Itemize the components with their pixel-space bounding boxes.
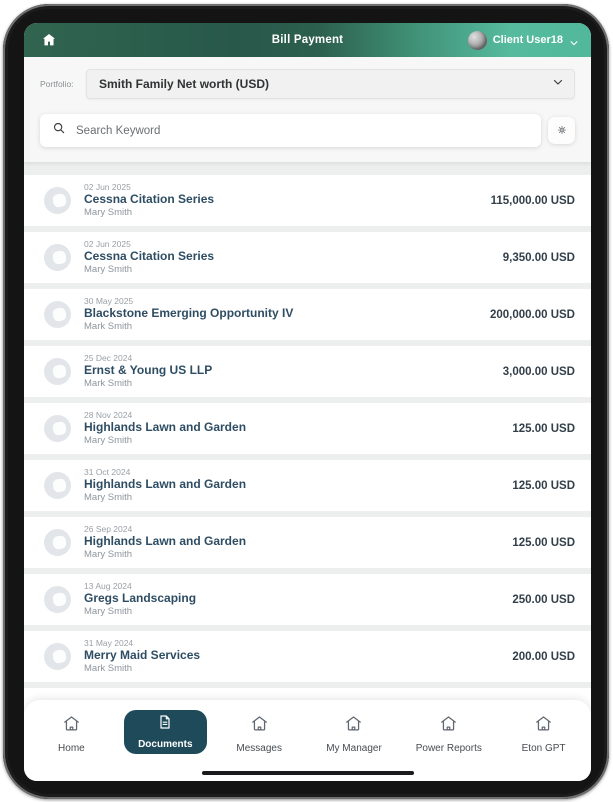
payee-avatar <box>44 529 71 556</box>
nav-item-messages[interactable] <box>212 710 307 754</box>
transaction-row[interactable] <box>24 232 591 283</box>
transaction-owner: Mark Smith <box>84 663 133 675</box>
payee-avatar <box>44 472 71 499</box>
transaction-amount: 115,000.00 USD <box>490 194 575 207</box>
payee-avatar <box>44 643 71 670</box>
transaction-owner: Mark Smith <box>84 378 133 390</box>
transaction-date: 02 Jun 2025 <box>84 238 131 249</box>
transaction-row[interactable] <box>24 346 591 397</box>
transaction-date: 31 May 2024 <box>84 637 134 648</box>
nav-label: Power Reports <box>415 743 482 754</box>
home-outline-icon <box>534 714 553 738</box>
nav-item-home[interactable] <box>24 710 119 754</box>
transaction-owner: Mary Smith <box>84 435 133 447</box>
transaction-amount: 125.00 USD <box>512 536 575 549</box>
portfolio-select[interactable] <box>86 69 575 99</box>
search-input[interactable] <box>76 125 531 137</box>
search-row <box>40 114 575 147</box>
filter-panel <box>24 57 591 162</box>
transaction-row[interactable] <box>24 175 591 226</box>
nav-label: Eton GPT <box>521 743 566 754</box>
transaction-row[interactable] <box>24 460 591 511</box>
transaction-owner: Mary Smith <box>84 549 133 561</box>
transaction-date: 25 Dec 2024 <box>84 352 133 363</box>
transaction-name: Cessna Citation Series <box>84 192 215 207</box>
user-name: Client User18 <box>492 34 563 46</box>
transaction-name: Highlands Lawn and Garden <box>84 420 247 435</box>
transaction-date: 02 Jun 2025 <box>84 181 131 192</box>
transaction-amount: 200.00 USD <box>512 650 575 663</box>
transaction-name: Blackstone Emerging Opportunity IV <box>84 306 294 321</box>
payee-avatar <box>44 244 71 271</box>
transaction-amount: 3,000.00 USD <box>502 365 575 378</box>
bottom-nav <box>24 700 591 781</box>
user-menu[interactable] <box>468 31 579 50</box>
payee-avatar <box>44 301 71 328</box>
filter-button[interactable] <box>548 117 575 144</box>
nav-item-documents[interactable] <box>124 710 207 754</box>
transaction-owner: Mary Smith <box>84 606 133 618</box>
page-title: Bill Payment <box>271 34 344 46</box>
transaction-name: Gregs Landscaping <box>84 591 197 606</box>
transaction-amount: 125.00 USD <box>512 422 575 435</box>
transaction-date: 26 Sep 2024 <box>84 523 133 534</box>
transaction-owner: Mary Smith <box>84 207 133 219</box>
transaction-row[interactable] <box>24 403 591 454</box>
transaction-owner: Mary Smith <box>84 492 133 504</box>
transaction-name: Highlands Lawn and Garden <box>84 534 247 549</box>
nav-label: My Manager <box>326 743 382 754</box>
nav-label: Documents <box>138 739 193 750</box>
transaction-date: 13 Aug 2024 <box>84 580 132 591</box>
transaction-name: Highlands Lawn and Garden <box>84 477 247 492</box>
transaction-row[interactable] <box>24 289 591 340</box>
nav-item-eton-gpt[interactable] <box>496 710 591 754</box>
payee-avatar <box>44 358 71 385</box>
avatar <box>468 31 487 50</box>
transactions-list <box>24 162 591 739</box>
payee-avatar <box>44 187 71 214</box>
transaction-name: Ernst & Young US LLP <box>84 363 213 378</box>
transaction-row[interactable] <box>24 574 591 625</box>
transaction-row[interactable] <box>24 517 591 568</box>
home-icon[interactable] <box>41 32 57 48</box>
transaction-owner: Mary Smith <box>84 264 133 276</box>
tablet-frame <box>3 4 609 799</box>
home-outline-icon <box>344 714 363 738</box>
transaction-amount: 250.00 USD <box>512 593 575 606</box>
nav-label: Home <box>58 743 85 754</box>
home-indicator-bar[interactable] <box>202 771 414 776</box>
transaction-date: 31 Oct 2024 <box>84 466 131 477</box>
portfolio-selected-value: Smith Family Net worth (USD) <box>99 77 270 91</box>
nav-label: Messages <box>236 743 282 754</box>
transaction-date: 30 May 2025 <box>84 295 134 306</box>
transaction-owner: Mark Smith <box>84 321 133 333</box>
transaction-name: Cessna Citation Series <box>84 249 215 264</box>
filter-icon <box>557 122 567 140</box>
transaction-amount: 125.00 USD <box>512 479 575 492</box>
transaction-row[interactable] <box>24 631 591 682</box>
portfolio-label: Portfolio: <box>40 79 74 89</box>
search-bar[interactable] <box>40 114 541 147</box>
nav-item-my-manager[interactable] <box>307 710 402 754</box>
transaction-amount: 9,350.00 USD <box>502 251 575 264</box>
payee-avatar <box>44 586 71 613</box>
search-icon <box>52 121 66 140</box>
transaction-amount: 200,000.00 USD <box>489 308 575 321</box>
transaction-name: Merry Maid Services <box>84 648 201 663</box>
chevron-down-icon <box>552 75 564 93</box>
app-bar <box>24 23 591 57</box>
home-outline-icon <box>439 714 458 738</box>
document-icon <box>157 714 173 735</box>
app-screen <box>24 23 591 781</box>
transaction-date: 28 Nov 2024 <box>84 409 133 420</box>
nav-item-power-reports[interactable] <box>401 710 496 754</box>
chevron-down-icon <box>569 35 579 45</box>
portfolio-row <box>40 69 575 99</box>
home-outline-icon <box>62 714 81 738</box>
payee-avatar <box>44 415 71 442</box>
home-outline-icon <box>250 714 269 738</box>
